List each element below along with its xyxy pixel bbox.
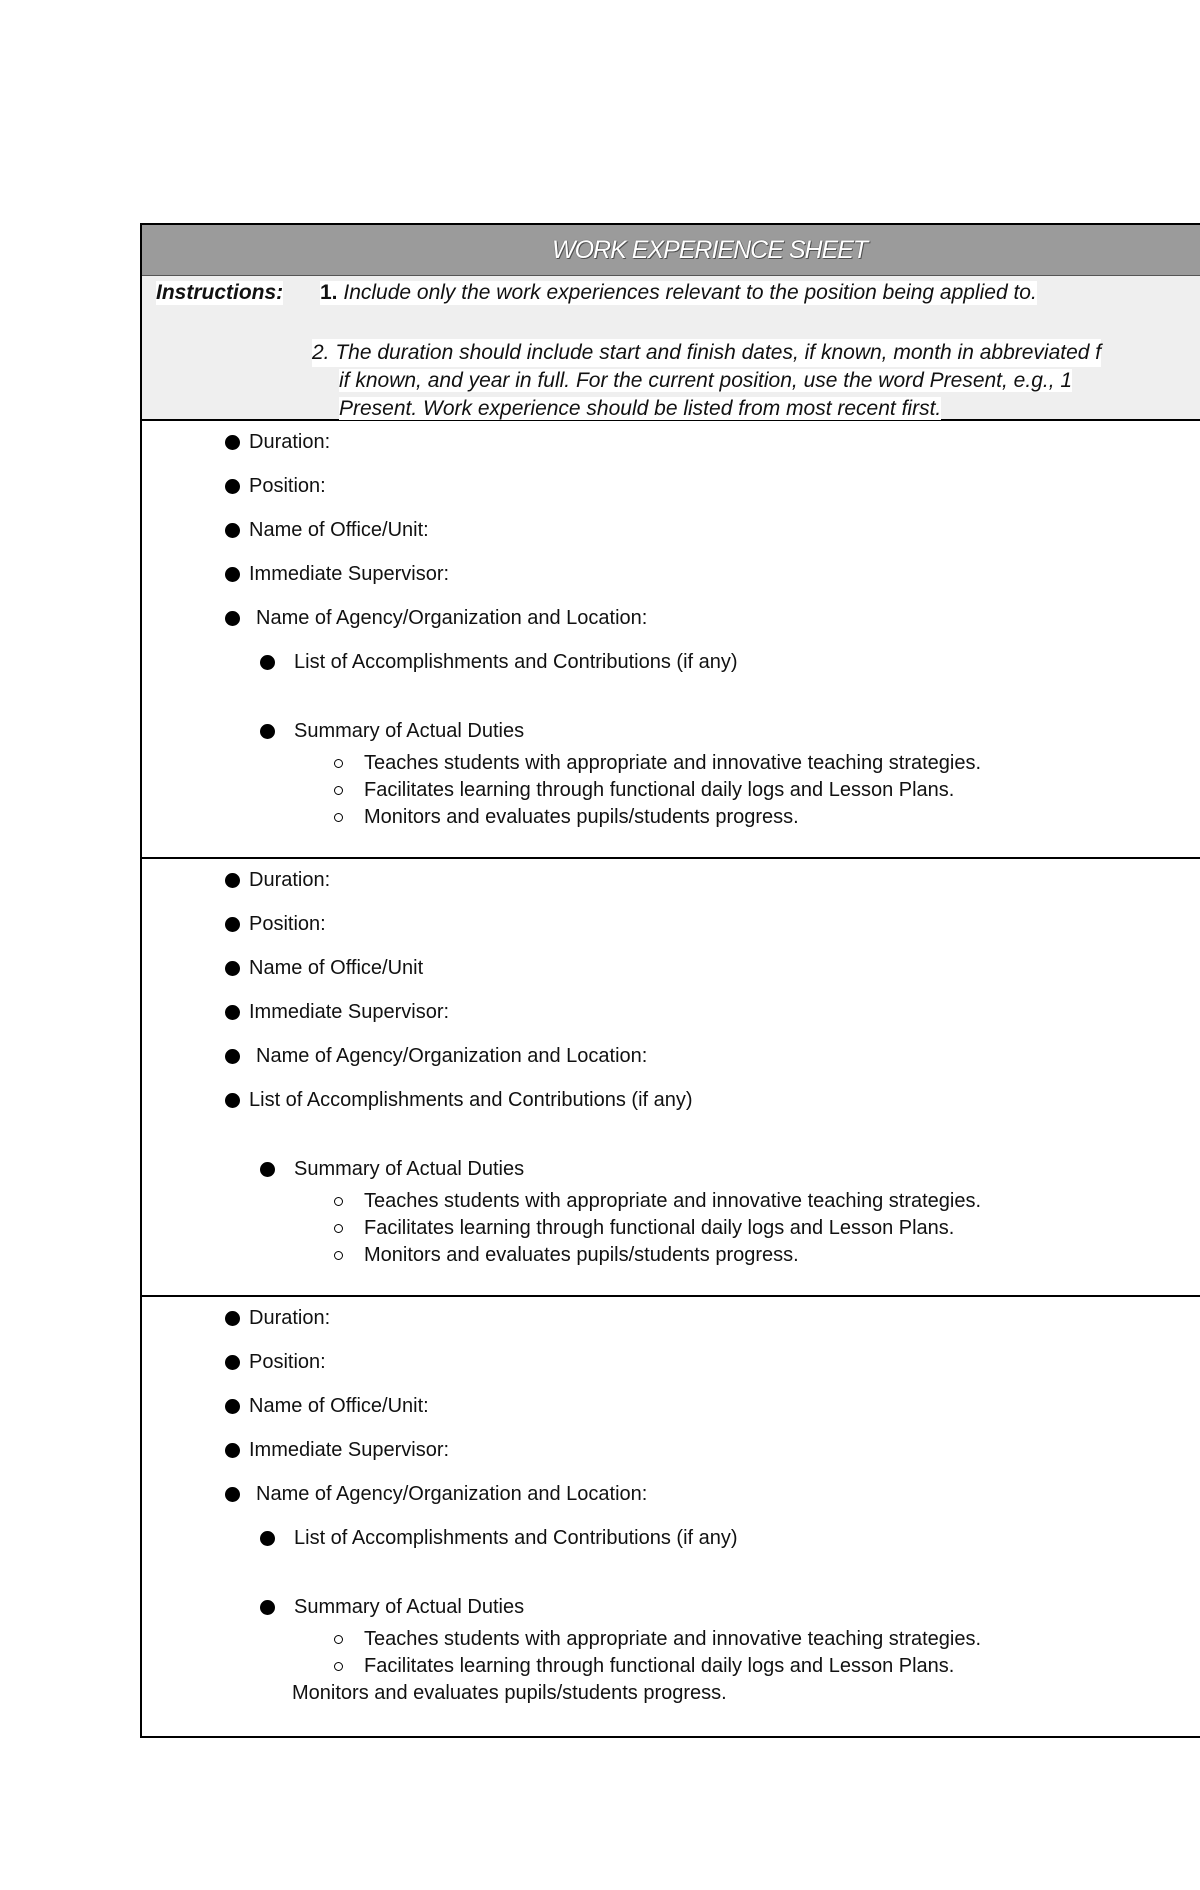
circle-bullet-icon <box>334 813 343 822</box>
accomplishments-label: List of Accomplishments and Contributions (if any) <box>294 651 738 673</box>
circle-bullet-icon <box>334 1251 343 1260</box>
duty-text: Facilitates learning through functional daily logs and Lesson Plans. <box>364 779 955 801</box>
agency-field <box>225 1483 647 1506</box>
circle-bullet-icon <box>334 759 343 768</box>
supervisor-field <box>225 563 449 586</box>
bullet-icon <box>260 1162 275 1177</box>
bullet-icon <box>225 917 240 932</box>
title-bar <box>142 225 1200 276</box>
office-field <box>225 519 429 542</box>
duty-text: Monitors and evaluates pupils/students progress. <box>364 806 799 828</box>
duration-label: Duration: <box>249 1307 331 1329</box>
position-label: Position: <box>249 475 326 497</box>
bullet-icon <box>225 567 240 582</box>
circle-bullet-icon <box>334 786 343 795</box>
circle-bullet-icon <box>334 1662 343 1671</box>
work-experience-sheet <box>140 223 1200 1738</box>
experience-entry-1 <box>142 421 1200 859</box>
instructions-panel <box>142 276 1200 421</box>
instructions-label: Instructions: <box>156 281 284 304</box>
position-field <box>225 913 326 936</box>
duty-text: Facilitates learning through functional daily logs and Lesson Plans. <box>364 1217 955 1239</box>
instruction-2-line-1: 2. The duration should include start and finish dates, if known, month in abbreviated f <box>312 339 1101 367</box>
summary-field <box>260 1596 524 1619</box>
agency-label: Name of Agency/Organization and Location: <box>256 607 648 629</box>
instruction-2 <box>312 339 1101 423</box>
duty-item <box>332 779 954 802</box>
summary-label: Summary of Actual Duties <box>294 1596 525 1618</box>
accomplishments-field <box>260 651 738 674</box>
duration-field <box>225 1307 330 1330</box>
instruction-1-number: 1. <box>320 281 338 304</box>
bullet-icon <box>260 655 275 670</box>
duty-item <box>332 806 799 829</box>
bullet-icon <box>225 1487 240 1502</box>
experience-entry-3 <box>142 1297 1200 1735</box>
duty-text: Monitors and evaluates pupils/students progress. <box>292 1682 727 1704</box>
instruction-1 <box>320 281 1037 305</box>
duration-label: Duration: <box>249 431 331 453</box>
office-field <box>225 1395 429 1418</box>
bullet-icon <box>225 523 240 538</box>
position-label: Position: <box>249 1351 326 1373</box>
bullet-icon <box>225 873 240 888</box>
duty-text: Teaches students with appropriate and innovative teaching strategies. <box>364 752 982 774</box>
position-field <box>225 475 326 498</box>
summary-label: Summary of Actual Duties <box>294 1158 525 1180</box>
experience-entry-2 <box>142 859 1200 1297</box>
bullet-icon <box>225 435 240 450</box>
bullet-icon <box>225 1399 240 1414</box>
circle-bullet-icon <box>334 1224 343 1233</box>
instruction-1-text: Include only the work experiences relevant to the position being applied to. <box>343 281 1037 304</box>
duty-item <box>332 1628 981 1651</box>
circle-bullet-icon <box>334 1197 343 1206</box>
agency-field <box>225 607 647 630</box>
office-label: Name of Office/Unit <box>249 957 424 979</box>
office-label: Name of Office/Unit: <box>249 1395 429 1417</box>
bullet-icon <box>225 1355 240 1370</box>
duty-item-plain <box>292 1682 727 1705</box>
office-field <box>225 957 423 980</box>
position-label: Position: <box>249 913 326 935</box>
supervisor-label: Immediate Supervisor: <box>249 563 450 585</box>
duty-item <box>332 1190 981 1213</box>
sheet-title: WORK EXPERIENCE SHEET <box>552 236 868 264</box>
duty-text: Teaches students with appropriate and innovative teaching strategies. <box>364 1628 982 1650</box>
summary-field <box>260 1158 524 1181</box>
bullet-icon <box>260 1600 275 1615</box>
bullet-icon <box>225 961 240 976</box>
duty-item <box>332 1217 954 1240</box>
circle-bullet-icon <box>334 1635 343 1644</box>
agency-label: Name of Agency/Organization and Location: <box>256 1045 648 1067</box>
bullet-icon <box>225 611 240 626</box>
duty-item <box>332 752 981 775</box>
duty-item <box>332 1244 799 1267</box>
summary-field <box>260 720 524 743</box>
instruction-2-line-3-wrap <box>312 395 1101 423</box>
bullet-icon <box>225 1443 240 1458</box>
agency-label: Name of Agency/Organization and Location: <box>256 1483 648 1505</box>
duty-text: Monitors and evaluates pupils/students progress. <box>364 1244 799 1266</box>
office-label: Name of Office/Unit: <box>249 519 429 541</box>
bullet-icon <box>225 1311 240 1326</box>
bullet-icon <box>225 1005 240 1020</box>
duration-label: Duration: <box>249 869 331 891</box>
summary-label: Summary of Actual Duties <box>294 720 525 742</box>
duty-text: Teaches students with appropriate and innovative teaching strategies. <box>364 1190 982 1212</box>
supervisor-label: Immediate Supervisor: <box>249 1439 450 1461</box>
instruction-2-line-3: Present. Work experience should be listed from most recent first. <box>339 397 942 420</box>
duration-field <box>225 431 330 454</box>
position-field <box>225 1351 326 1374</box>
bullet-icon <box>225 1049 240 1064</box>
bullet-icon <box>225 479 240 494</box>
accomplishments-label: List of Accomplishments and Contributions (if any) <box>294 1527 738 1549</box>
duration-field <box>225 869 330 892</box>
accomplishments-field <box>225 1089 693 1112</box>
instruction-2-line-2: if known, and year in full. For the current position, use the word Present, e.g., 1 <box>339 369 1073 392</box>
supervisor-field <box>225 1001 449 1024</box>
duty-item <box>332 1655 954 1678</box>
bullet-icon <box>260 724 275 739</box>
accomplishments-label: List of Accomplishments and Contributions (if any) <box>249 1089 693 1111</box>
bullet-icon <box>225 1093 240 1108</box>
duty-text: Facilitates learning through functional daily logs and Lesson Plans. <box>364 1655 955 1677</box>
supervisor-label: Immediate Supervisor: <box>249 1001 450 1023</box>
accomplishments-field <box>260 1527 738 1550</box>
agency-field <box>225 1045 647 1068</box>
bullet-icon <box>260 1531 275 1546</box>
instruction-2-line-2-wrap <box>312 367 1101 395</box>
supervisor-field <box>225 1439 449 1462</box>
